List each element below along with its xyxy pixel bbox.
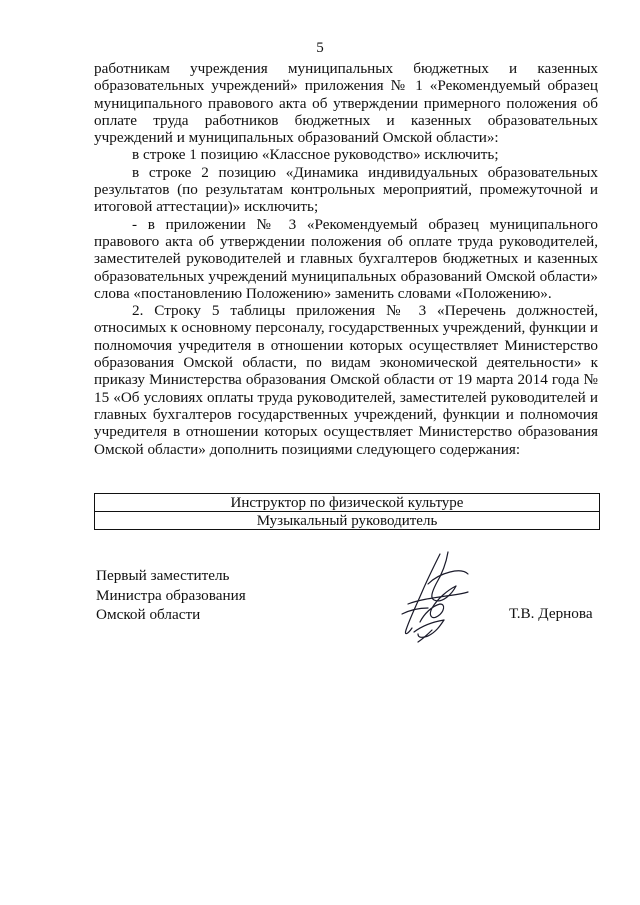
signatory-title-line: Первый заместитель <box>96 567 230 584</box>
table-cell: Музыкальный руководитель <box>95 512 600 530</box>
signatory-title-line: Министра образования <box>96 586 246 604</box>
paragraph-1: работникам учреждения муниципальных бюджетных и казенных образовательных учреждений» приложения № 1 «Рекомендуемый образец муниципального правового акта об утверждении примерного положения об оплате труда работников бюджетных и казенных образовательных учреждений и муниципальных образований Омской области»: <box>94 60 598 147</box>
page-number: 5 <box>316 40 324 56</box>
paragraph-5: 2. Строку 5 таблицы приложения № 3 «Перечень должностей, относимых к основному персоналу, государственных учреждений, функции и полномочия учредителя в отношении которых осуществляет Министерство образования Омской области, по видам экономической деятельности» к приказу Министерства образования Омской области от 19 марта 2014 года № 15 «Об условиях оплаты труда руководителей, заместителей руководителей и главных бухгалтеров государственных учреждений, функции и полномочия учредителя в отношении которых осуществляет Министерство образования Омской области» дополнить позициями следующего содержания: <box>94 302 598 458</box>
paragraph-4: - в приложении № 3 «Рекомендуемый образец муниципального правового акта об утверждении положения об оплате труда руководителей, заместителей руководителей и главных бухгалтеров бюджетных и казенных образовательных учреждений муниципальных образований Омской области» слова «постановлению Положению» заменить словами «Положению». <box>94 215 598 302</box>
paragraph-2: в строке 1 позицию «Классное руководство» исключить; <box>132 146 499 164</box>
paragraph-3: в строке 2 позицию «Динамика индивидуальных образовательных результатов (по результатам контрольных мероприятий, промежуточной и итоговой аттестации)» исключить; <box>94 163 598 216</box>
signatory-title <box>96 566 246 625</box>
table-row <box>95 512 600 530</box>
signatory-title-line: Омской области <box>96 606 201 623</box>
table-cell: Инструктор по физической культуре <box>95 494 600 512</box>
handwritten-signature <box>388 548 478 648</box>
positions-table <box>94 493 600 530</box>
table-row <box>95 494 600 512</box>
signatory-name: Т.В. Дернова <box>509 605 593 622</box>
document-body <box>94 60 598 458</box>
